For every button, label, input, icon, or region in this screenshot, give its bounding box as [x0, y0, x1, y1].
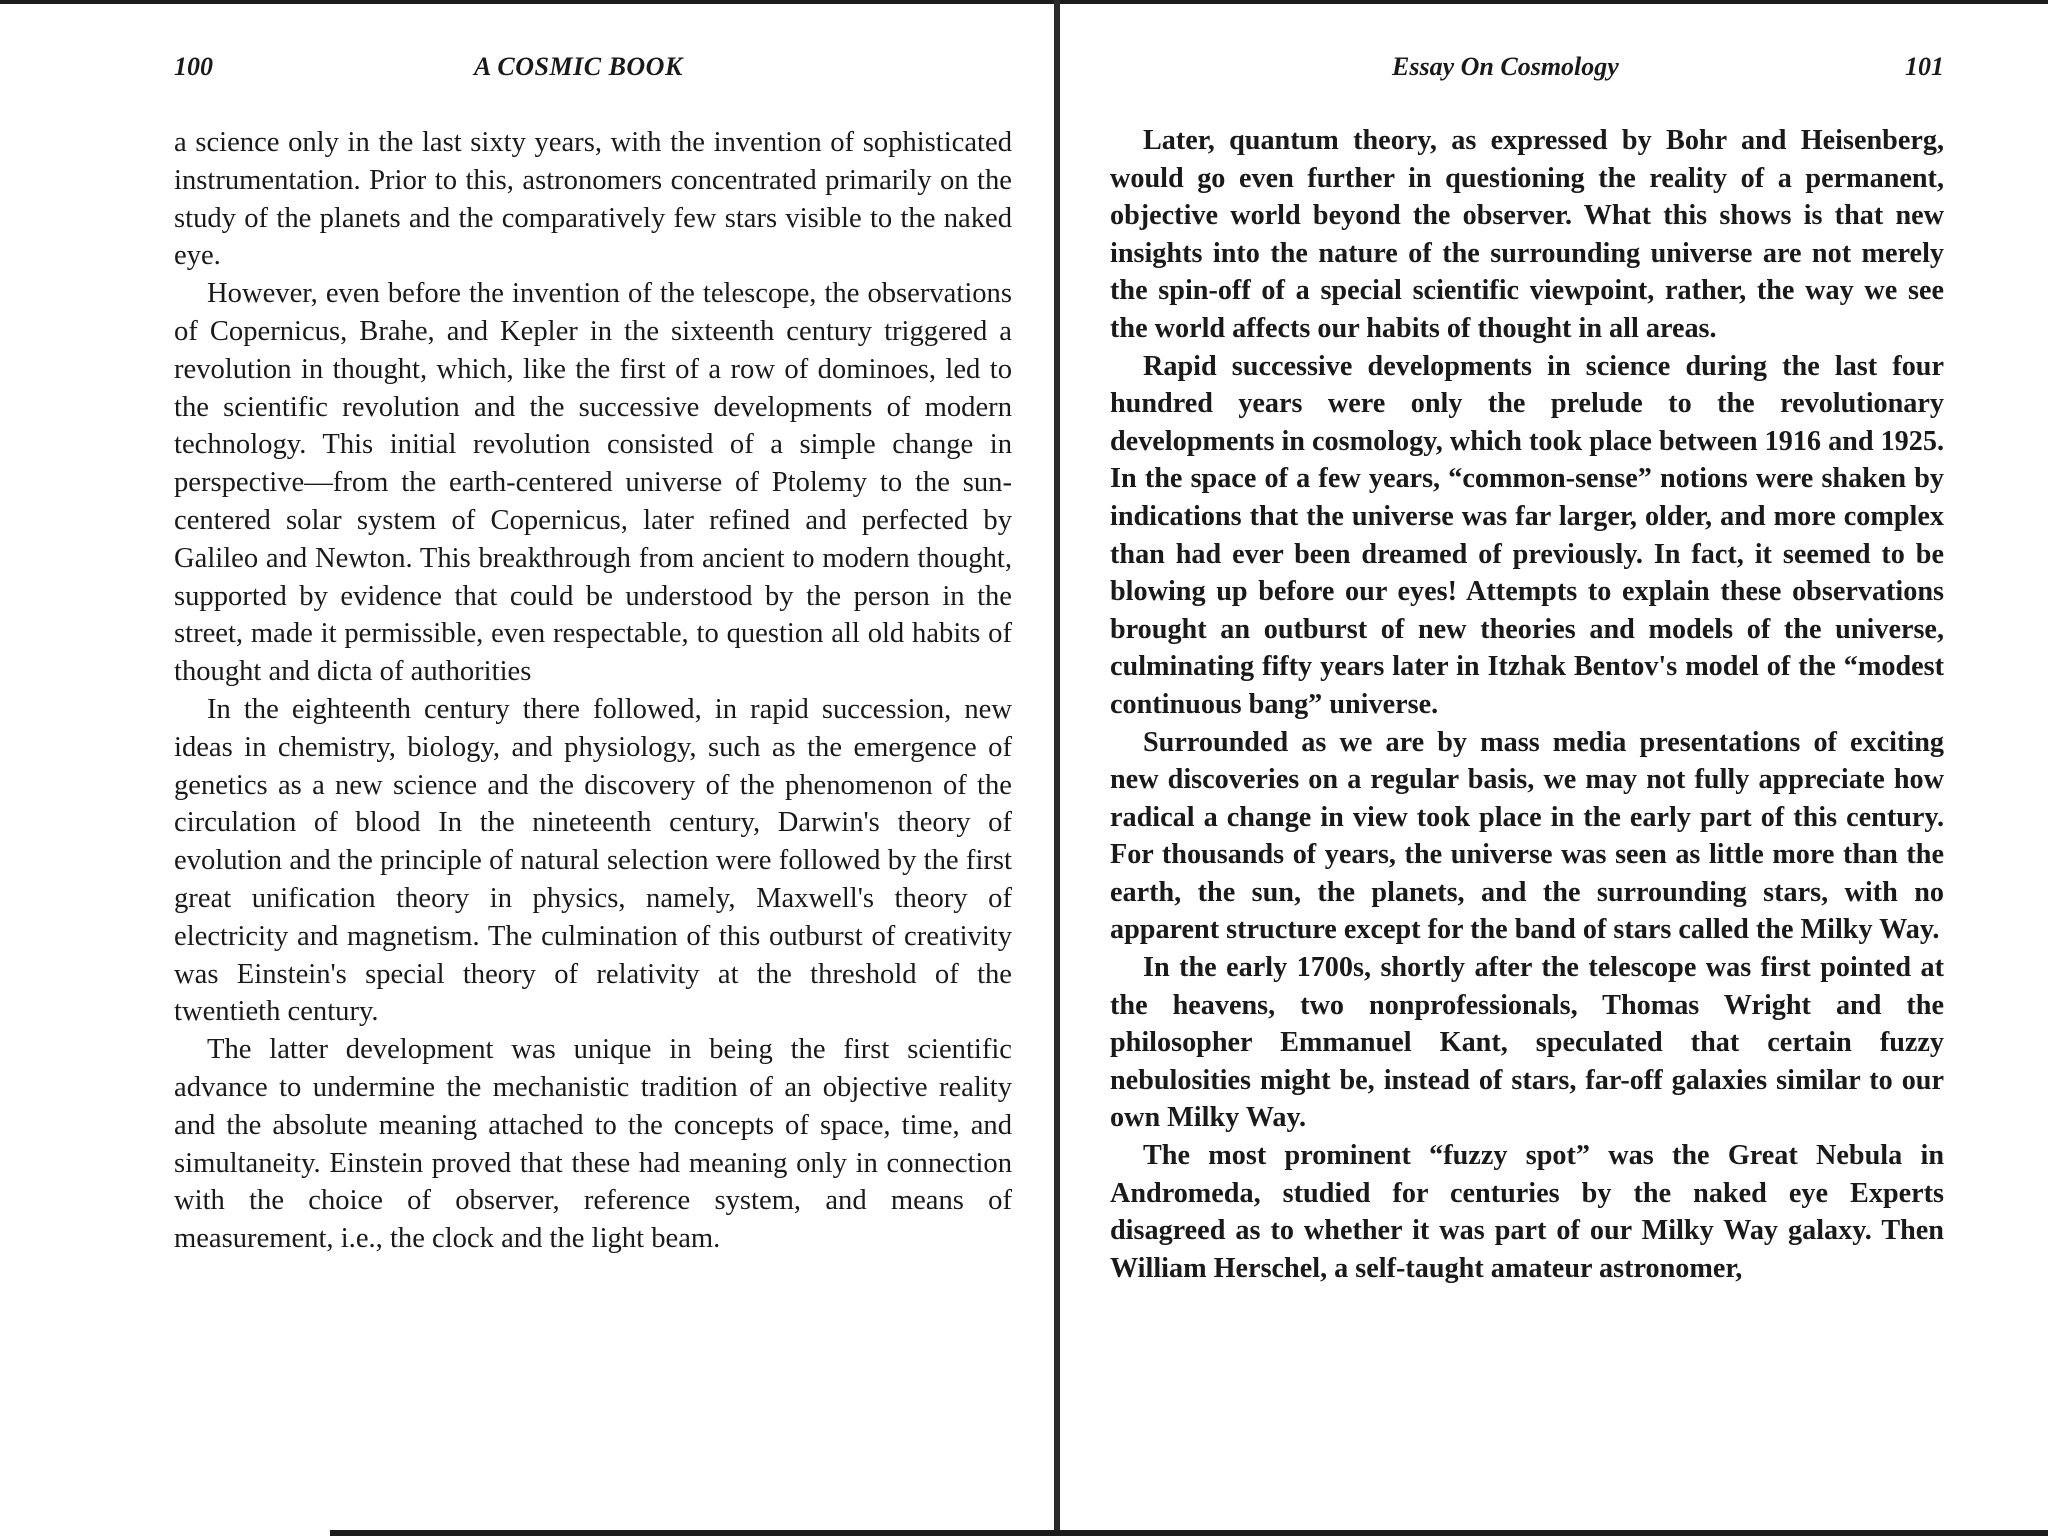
paragraph: Surrounded as we are by mass media presentations of exciting new discoveries on a regular basis, we may not fully appreciate how radical a change in view took place in the early part of this century. For thousands of years, the universe was seen as little more than the earth, the sun, the planets, and the surrounding stars, with no apparent structure except for the band of stars called the Milky Way. — [1110, 726, 1944, 946]
paragraph: The latter development was unique in being the first scientific advance to undermine the mechanistic tradition of an objective reality and the absolute meaning attached to the concepts of space, time, and simultaneity. Einstein proved that these had meaning only in connection with the choice of observer, reference system, and means of measurement, i.e., the clock and the light beam. — [174, 1034, 1012, 1255]
right-running-title: Essay On Cosmology — [1392, 52, 1619, 81]
paragraph: The most prominent “fuzzy spot” was the Great Nebula in Andromeda, studied for centuries by the naked eye Experts disagreed as to whether it was part of our Milky Way galaxy. Then William Herschel, a self-taught amateur astronomer, — [1110, 1140, 1944, 1284]
right-page-number: 101 — [1905, 52, 1944, 81]
paragraph: In the early 1700s, shortly after the telescope was first pointed at the heavens, two nonprofessionals, Thomas Wright and the philosopher Emmanuel Kant, speculated that certain fuzzy nebulosities might be, instead of stars, far-off galaxies similar to our own Milky Way. — [1110, 952, 1944, 1134]
right-running-head — [1110, 52, 1944, 88]
paragraph: a science only in the last sixty years, with the invention of sophisticated instrumentation. Prior to this, astronomers concentrated primarily on the study of the planets and the comparatively few stars visible to the naked eye. — [174, 127, 1012, 272]
right-page — [1110, 0, 1944, 1530]
left-running-title: A COSMIC BOOK — [474, 52, 683, 81]
left-page-number: 100 — [174, 52, 213, 81]
paragraph: Later, quantum theory, as expressed by Bohr and Heisenberg, would go even further in questioning the reality of a permanent, objective world beyond the observer. What this shows is that new insights into the nature of the surrounding universe are not merely the spin-off of a special scientific viewpoint, rather, the way we see the world affects our habits of thought in all areas. — [1110, 125, 1944, 344]
paragraph: Rapid successive developments in science during the last four hundred years were only the prelude to the revolutionary developments in cosmology, which took place between 1916 and 1925. In the space of a few years, “common-sense” notions were shaken by indications that the universe was far larger, older, and more complex than had ever been dreamed of previously. In fact, it seemed to be blowing up before our eyes! Attempts to explain these observations brought an outburst of new theories and models of the universe, culminating fifty years later in Itzhak Bentov's model of the “modest continuous bang” universe. — [1110, 350, 1944, 720]
left-page — [174, 0, 1012, 1530]
paragraph: In the eighteenth century there followed, in rapid succession, new ideas in chemistry, biology, and physiology, such as the emergence of genetics as a new science and the discovery of the phenomenon of the circulation of blood In the nineteenth century, Darwin's theory of evolution and the principle of natural selection were followed by the first great unification theory in physics, namely, Maxwell's theory of electricity and magnetism. The culmination of this outburst of creativity was Einstein's special theory of relativity at the threshold of the twentieth century. — [174, 693, 1012, 1028]
left-body-text — [174, 124, 1012, 1258]
book-gutter — [1054, 0, 1060, 1536]
left-running-head — [174, 52, 1012, 88]
paragraph: However, even before the invention of the telescope, the observations of Copernicus, Brahe, and Kepler in the sixteenth century triggered a revolution in thought, which, like the first of a row of dominoes, led to the scientific revolution and the successive developments of modern technology. This initial revolution consisted of a simple change in perspective—from the earth-centered universe of Ptolemy to the sun-centered solar system of Copernicus, later refined and perfected by Galileo and Newton. This breakthrough from ancient to modern thought, supported by evidence that could be understood by the person in the street, made it permissible, even respectable, to question all old habits of thought and dicta of authorities — [174, 278, 1012, 688]
right-body-text — [1110, 122, 1944, 1287]
